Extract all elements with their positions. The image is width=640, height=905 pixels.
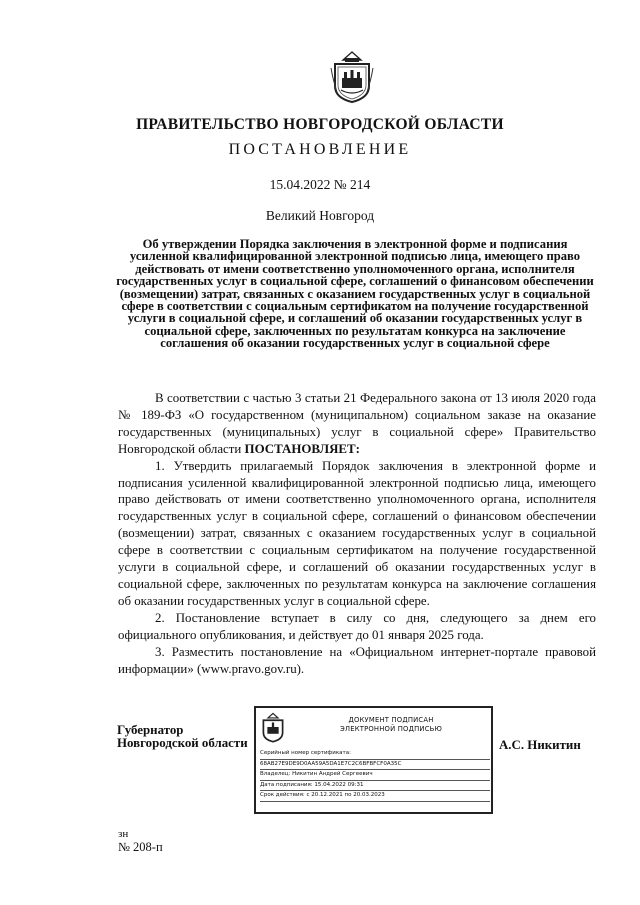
stamp-title-line2: ЭЛЕКТРОННОЙ ПОДПИСЬЮ [339,725,443,733]
stamp-cert-label: Серийный номер сертификата: [260,749,490,760]
document-type: ПОСТАНОВЛЕНИЕ [228,141,412,158]
footer-code: зн [118,828,129,840]
item-3: 3. Разместить постановление на «Официальном интернет-портале правовой информации» (www.pravo.gov.ru). [118,644,596,676]
signer-position-line1: Губернатор [117,723,184,737]
city: Великий Новгород [265,208,375,223]
stamp-signed-date: Дата подписания: 15.04.2022 09:31 [260,781,490,792]
signer-position [117,724,248,750]
stamp-validity: Срок действия: с 20.12.2021 по 20.03.2023 [260,791,490,802]
electronic-signature-stamp [254,706,493,814]
stamp-cert-serial: 68AB27E9DE9D0AA59A5DA1E7C2C6BFBFCF0A35C [260,760,490,771]
item-1: 1. Утвердить прилагаемый Порядок заключения в электронной форме и подписания усиленной квалифицированной электронной подписью лица, имеющего право действовать от имени соответственно уполномоченного органа, исполнителя государственных услуг в социальной сфере, соглашений о финансовом обеспечении (возмещении) затрат, связанных с оказанием государственных услуг в социальной сфере в соответствии с социальным сертификатом на получение государственной услуги в социальной сфере, и соглашений об оказании государственных услуг в социальной сфере, заключенных по результатам конкурса на заключение соглашения об оказании государственных услуг в социальной сфере. [118,458,596,608]
stamp-title-line1: ДОКУМЕНТ ПОДПИСАН [348,716,434,724]
stamp-header [292,716,490,734]
signer-position-line2: Новгородской области [117,736,248,750]
decree-body [118,390,596,677]
item-2: 2. Постановление вступает в силу со дня, следующего за днем его официального опубликования, и действует до 01 января 2025 года. [118,610,596,642]
resolves-word: ПОСТАНОВЛЯЕТ: [244,441,360,456]
stamp-emblem-icon [260,711,286,743]
footer-number: № 208-п [118,840,163,854]
stamp-details [260,749,490,802]
preamble-text: В соответствии с частью 3 статьи 21 Федерального закона от 13 июля 2020 года № 189-ФЗ «О государственном (муниципальном) социальном заказе на оказание государственных (муниципальных) услуг в социальной сфере» Правительство Новгородской области [118,391,596,456]
government-title: ПРАВИТЕЛЬСТВО НОВГОРОДСКОЙ ОБЛАСТИ [136,116,504,133]
coat-of-arms-emblem [329,48,375,104]
stamp-owner: Владелец: Никитин Андрей Сергеевич [260,770,490,781]
preamble-paragraph [118,390,596,458]
date-and-number: 15.04.2022 № 214 [269,177,371,192]
decree-subject: Об утверждении Порядка заключения в электронной форме и подписания усиленной квалифицированной электронной подписью лица, имеющего право действовать от имени соответственно уполномоченного органа, исполнителя государственных услуг в социальной сфере, соглашений о финансовом обеспечении (возмещении) затрат, связанных с оказанием государственных услуг в социальной сфере в соответствии с социальным сертификатом на получение государственной услуги в социальной сфере, и соглашений об оказании государственных услуг в социальной сфере, заключенных по результатам конкурса на заключение соглашения об оказании государственных услуг в социальной сфере [116,237,594,351]
signer-name: А.С. Никитин [499,738,581,752]
